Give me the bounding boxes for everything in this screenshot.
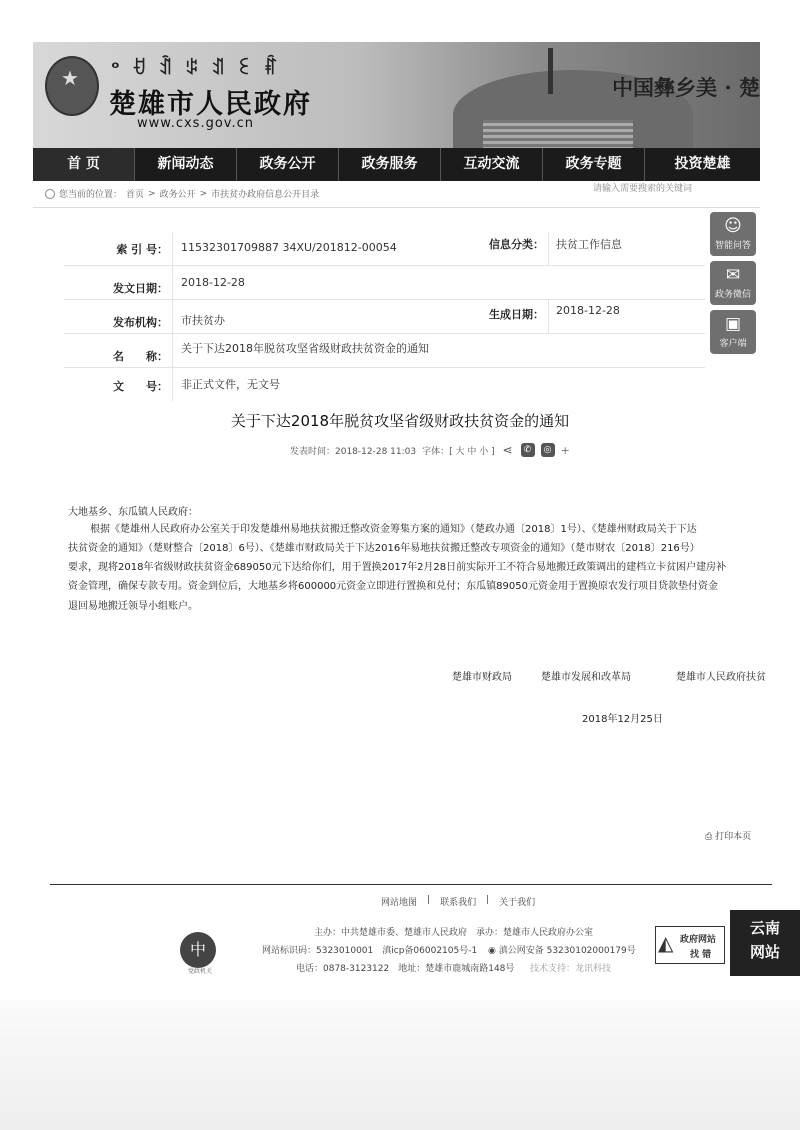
table-row bbox=[64, 300, 705, 334]
article-line: 扶贫资金的通知》（楚财整合〔2018〕6号）、《楚雄市财政局关于下达2016年易地扶贫搬迁整改专项资金的通知》（楚市财农〔2018〕216号） bbox=[68, 543, 700, 554]
table-row bbox=[64, 368, 705, 401]
party-gov-badge[interactable] bbox=[180, 932, 216, 968]
weibo-share-icon[interactable]: ◎ bbox=[541, 443, 555, 457]
gen-date-label: 生成日期： bbox=[489, 308, 544, 321]
nav-news[interactable]: 新闻动态 bbox=[135, 148, 237, 181]
nav-interaction[interactable]: 互动交流 bbox=[441, 148, 543, 181]
table-row bbox=[64, 232, 705, 266]
mobile-icon: ▣ bbox=[724, 314, 742, 334]
robot-icon: ☺ bbox=[724, 216, 742, 236]
print-label: 打印本页 bbox=[715, 832, 752, 842]
footer-police[interactable] bbox=[488, 943, 636, 956]
site-name-yi: ᵒ ꀀ ꀉ ꌒ ꀊ ꏂ ꐤ bbox=[111, 58, 281, 79]
name-label: 名 称： bbox=[113, 350, 168, 363]
side-wechat-label: 政务微信 bbox=[714, 290, 751, 300]
footer-link-about[interactable]: 关于我们 bbox=[499, 898, 536, 908]
org-label: 发布机构： bbox=[113, 316, 168, 329]
site-name[interactable]: 楚雄市人民政府 bbox=[109, 89, 312, 120]
footer-contact: 电话：0878-3123122 地址：楚雄市鹿城南路148号 bbox=[296, 964, 515, 974]
article-line: 根据《楚雄州人民政府办公室关于印发楚雄州易地扶贫搬迁整改资金筹集方案的通知》（楚政办通〔2018〕1号）、《楚雄州财政局关于下达 bbox=[90, 524, 697, 535]
doc-number-value: 非正式文件，无文号 bbox=[181, 378, 280, 391]
nav-home[interactable]: 首 页 bbox=[33, 148, 135, 181]
side-wechat-button[interactable] bbox=[710, 261, 756, 305]
error-finder-icon: ◭ bbox=[658, 931, 674, 955]
nav-topics[interactable]: 政务专题 bbox=[543, 148, 645, 181]
article-meta bbox=[290, 443, 570, 457]
page-bottom bbox=[0, 1000, 800, 1130]
party-gov-badge-icon: 中 bbox=[189, 940, 206, 959]
breadcrumb-prefix: 您当前的位置： bbox=[59, 190, 123, 200]
tower-image bbox=[548, 48, 553, 94]
find-error-label: 找 错 bbox=[690, 950, 712, 960]
wechat-icon: ✉ bbox=[725, 265, 741, 285]
gov-site-label: 政府网站 bbox=[680, 935, 717, 945]
plus-share-icon[interactable]: + bbox=[560, 443, 570, 457]
info-table bbox=[64, 232, 705, 401]
article-title: 关于下达2018年脱贫攻坚省级财政扶贫资金的通知 bbox=[230, 412, 570, 430]
footer-police-text: 滇公网安备 53230102000179号 bbox=[498, 946, 636, 956]
side-app-label: 客户端 bbox=[719, 339, 747, 349]
side-qa-label: 智能问答 bbox=[714, 241, 751, 251]
print-button[interactable] bbox=[705, 829, 751, 842]
signer-poverty: 楚雄市人民政府扶贫 bbox=[676, 672, 766, 683]
side-qa-button[interactable] bbox=[710, 212, 756, 256]
national-emblem-icon: ★ bbox=[45, 56, 99, 116]
nav-invest[interactable]: 投资楚雄 bbox=[674, 156, 731, 172]
gen-date-value: 2018-12-28 bbox=[556, 304, 620, 317]
location-pin-icon bbox=[45, 189, 55, 199]
footer-host: 主办：中共楚雄市委、楚雄市人民政府 承办：楚雄市人民政府办公室 bbox=[314, 928, 594, 938]
date-label: 发文日期： bbox=[113, 282, 168, 295]
article-greeting: 大地基乡、东瓜镇人民政府： bbox=[68, 507, 198, 518]
footer-links: 网站地图 | 联系我们 | 关于我们 bbox=[381, 895, 536, 908]
breadcrumb-sep: > bbox=[148, 188, 156, 199]
org-value: 市扶贫办 bbox=[181, 314, 225, 327]
party-gov-badge-label: 党政机关 bbox=[187, 968, 212, 975]
doc-number-label: 文 号： bbox=[113, 380, 168, 393]
footer-tech: 技术支持：龙讯科技 bbox=[530, 964, 612, 974]
footer-divider bbox=[50, 884, 772, 885]
wechat-share-icon[interactable]: ✆ bbox=[521, 443, 535, 457]
index-label: 索 引 号： bbox=[116, 243, 168, 256]
search-input[interactable]: 请输入需要搜索的关键词 bbox=[593, 184, 693, 194]
breadcrumb bbox=[45, 187, 319, 200]
breadcrumb-home[interactable]: 首页 bbox=[126, 190, 145, 200]
site-url: www.cxs.gov.cn bbox=[137, 116, 254, 131]
nav-gov-open[interactable]: 政务公开 bbox=[237, 148, 339, 181]
article-line: 退回易地搬迁领导小组账户。 bbox=[68, 601, 198, 612]
side-app-button[interactable] bbox=[710, 310, 756, 354]
gov-site-error-badge[interactable] bbox=[655, 926, 725, 964]
article-line: 要求，现将2018年省级财政扶贫资金689050元下达给你们，用于置换2017年2月28日前实际开工不符合易地搬迁政策调出的建档立卡贫困户建房补 bbox=[68, 562, 727, 573]
footer-ids: 网站标识码：5323010001 滇icp备06002105号-1 bbox=[262, 946, 478, 956]
share-icon[interactable]: ⋖ bbox=[502, 443, 513, 457]
sign-date: 2018年12月25日 bbox=[582, 714, 663, 725]
index-value: 11532301709887 34XU/201812-00054 bbox=[181, 241, 397, 254]
main-nav bbox=[33, 148, 760, 181]
signer-finance: 楚雄市财政局 bbox=[452, 672, 512, 683]
breadcrumb-gov-open[interactable]: 政务公开 bbox=[159, 190, 196, 200]
footer-link-contact[interactable]: 联系我们 bbox=[440, 898, 477, 908]
date-value: 2018-12-28 bbox=[181, 276, 245, 289]
name-value: 关于下达2018年脱贫攻坚省级财政扶贫资金的通知 bbox=[181, 342, 429, 355]
stairs-image bbox=[483, 120, 633, 148]
slogan: 中国彝乡美 · 楚 bbox=[612, 75, 760, 100]
footer-link-sitemap[interactable]: 网站地图 bbox=[381, 898, 418, 908]
article-line: 资金管理，确保专款专用。资金到位后，大地基乡将600000元资金立即进行置换和兑付；东瓜镇89050元资金用于置换原农发行项目贷款垫付资金 bbox=[68, 581, 718, 592]
header-banner bbox=[33, 42, 760, 148]
printer-icon: ⎙ bbox=[705, 832, 713, 842]
breadcrumb-sep: > bbox=[199, 188, 208, 199]
yunnan-site-badge[interactable]: 云南 网站 bbox=[730, 910, 800, 976]
signer-development: 楚雄市发展和改革局 bbox=[541, 672, 631, 683]
breadcrumb-bar bbox=[33, 181, 760, 208]
publish-time: 发表时间：2018-12-28 11:03 bbox=[290, 446, 417, 457]
nav-gov-service[interactable]: 政务服务 bbox=[339, 148, 441, 181]
breadcrumb-catalog[interactable]: 市扶贫办政府信息公开目录 bbox=[211, 190, 320, 200]
police-badge-icon: ◉ bbox=[488, 946, 496, 956]
category-label: 信息分类： bbox=[489, 238, 544, 251]
font-size-switch[interactable]: 字体：[ 大 中 小 ] bbox=[422, 446, 495, 457]
table-row bbox=[64, 266, 705, 300]
table-row bbox=[64, 334, 705, 368]
category-value: 扶贫工作信息 bbox=[556, 238, 622, 251]
